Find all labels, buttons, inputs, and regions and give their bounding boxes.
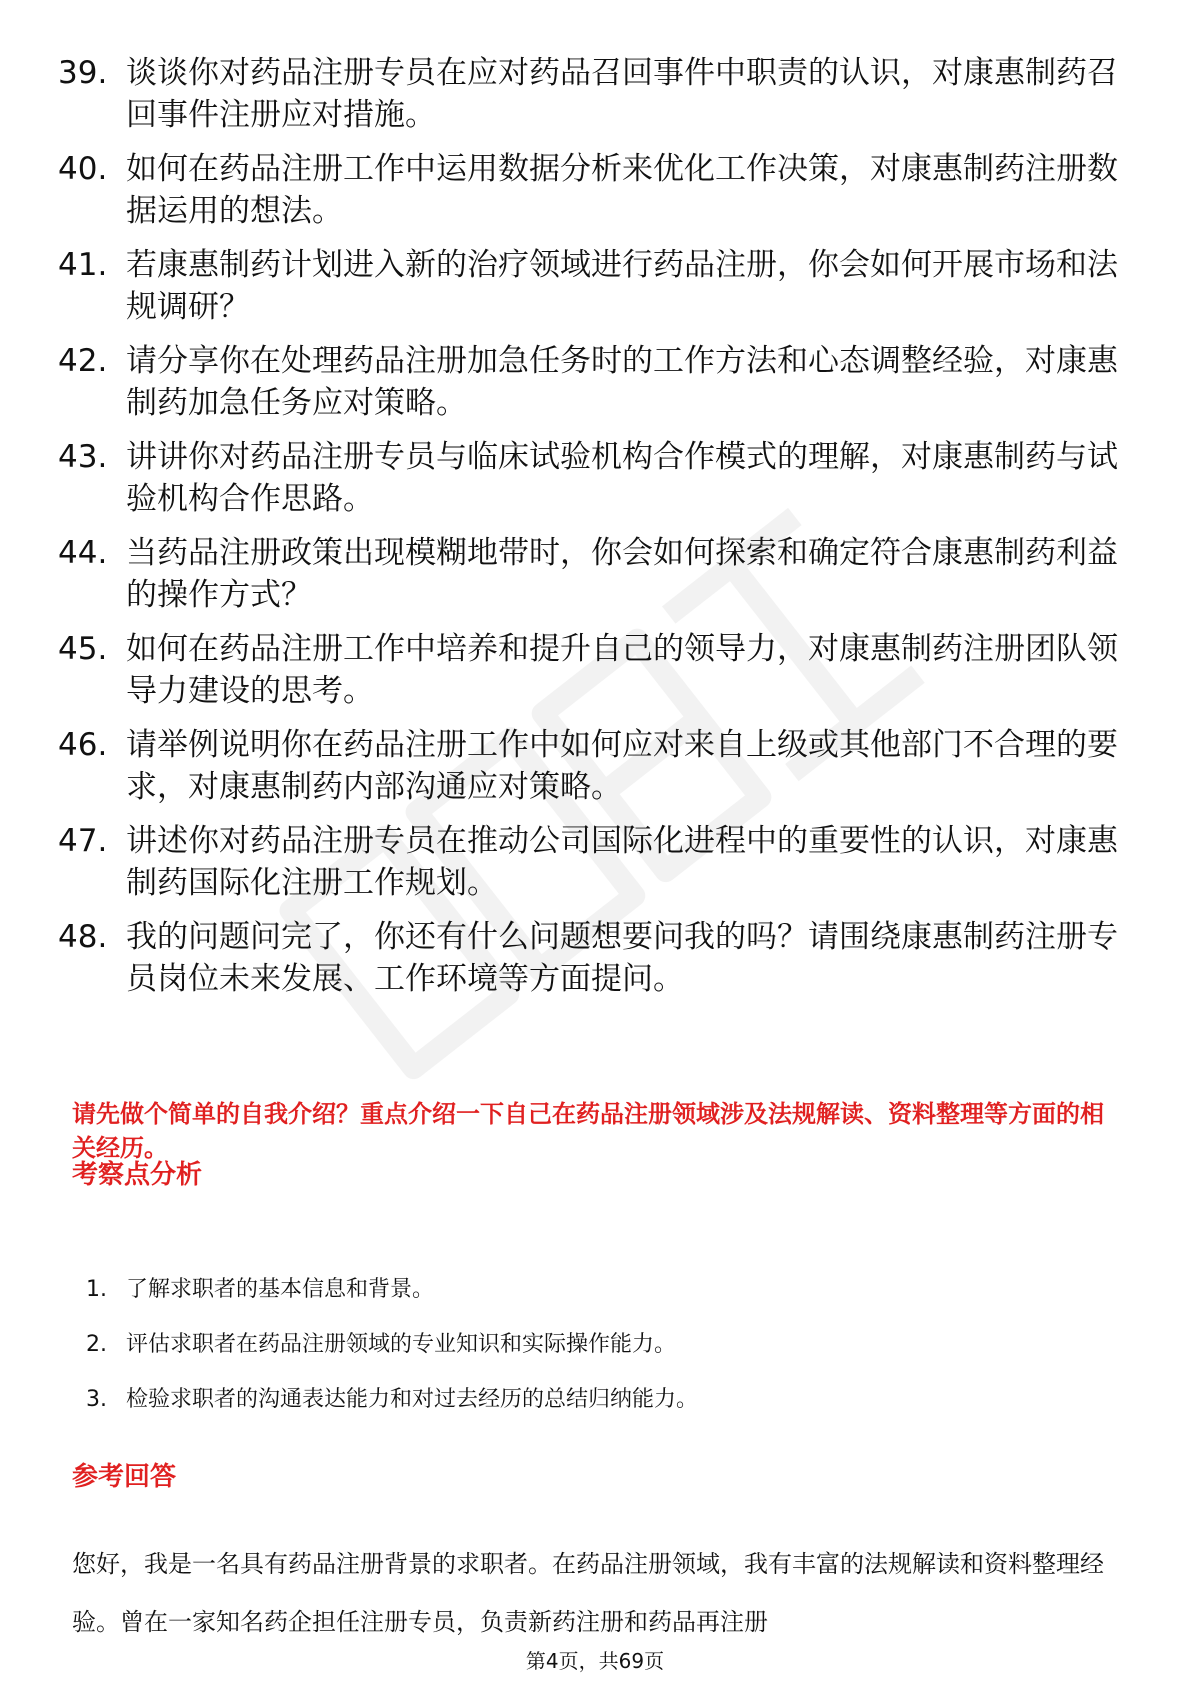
question-text: 如何在药品注册工作中培养和提升自己的领导力，对康惠制药注册团队领导力建设的思考。 bbox=[126, 631, 1118, 709]
point-number: 3. bbox=[86, 1387, 107, 1412]
list-item bbox=[58, 52, 1128, 136]
list-item bbox=[58, 436, 1128, 520]
question-number: 43. bbox=[58, 439, 108, 475]
question-text: 请分享你在处理药品注册加急任务时的工作方法和心态调整经验，对康惠制药加急任务应对策略。 bbox=[126, 343, 1118, 421]
question-text: 若康惠制药计划进入新的治疗领域进行药品注册，你会如何开展市场和法规调研？ bbox=[126, 247, 1118, 325]
list-item bbox=[58, 244, 1128, 328]
list-item bbox=[86, 1385, 1086, 1415]
point-text: 评估求职者在药品注册领域的专业知识和实际操作能力。 bbox=[126, 1332, 677, 1357]
list-item bbox=[86, 1275, 1086, 1305]
question-number: 46. bbox=[58, 727, 108, 763]
question-text: 如何在药品注册工作中运用数据分析来优化工作决策，对康惠制药注册数据运用的想法。 bbox=[126, 151, 1118, 229]
question-text: 讲述你对药品注册专员在推动公司国际化进程中的重要性的认识，对康惠制药国际化注册工作规划。 bbox=[126, 823, 1118, 901]
list-item bbox=[58, 628, 1128, 712]
list-item bbox=[58, 820, 1128, 904]
question-number: 39. bbox=[58, 55, 108, 91]
point-text: 检验求职者的沟通表达能力和对过去经历的总结归纳能力。 bbox=[126, 1387, 699, 1412]
question-number: 41. bbox=[58, 247, 108, 283]
analysis-heading: 考察点分析 bbox=[72, 1160, 203, 1190]
list-item bbox=[86, 1330, 1086, 1360]
list-item bbox=[58, 532, 1128, 616]
page-number: 第4页，共69页 bbox=[525, 1649, 665, 1673]
question-list bbox=[58, 52, 1128, 1012]
question-text: 当药品注册政策出现模糊地带时，你会如何探索和确定符合康惠制药利益的操作方式？ bbox=[126, 535, 1118, 613]
question-number: 42. bbox=[58, 343, 108, 379]
question-number: 44. bbox=[58, 535, 108, 571]
reference-heading: 参考回答 bbox=[72, 1462, 177, 1492]
list-item bbox=[58, 724, 1128, 808]
question-text: 讲讲你对药品注册专员与临床试验机构合作模式的理解，对康惠制药与试验机构合作思路。 bbox=[126, 439, 1118, 517]
question-text: 请举例说明你在药品注册工作中如何应对来自上级或其他部门不合理的要求，对康惠制药内部沟通应对策略。 bbox=[126, 727, 1118, 805]
point-text: 了解求职者的基本信息和背景。 bbox=[126, 1277, 435, 1302]
question-text: 谈谈你对药品注册专员在应对药品召回事件中职责的认识，对康惠制药召回事件注册应对措施。 bbox=[126, 55, 1118, 133]
question-number: 48. bbox=[58, 919, 108, 955]
point-number: 1. bbox=[86, 1277, 107, 1302]
question-number: 40. bbox=[58, 151, 108, 187]
featured-question: 请先做个简单的自我介绍？重点介绍一下自己在药品注册领域涉及法规解读、资料整理等方面的相关经历。 bbox=[72, 1100, 1104, 1162]
list-item bbox=[58, 148, 1128, 232]
question-number: 47. bbox=[58, 823, 108, 859]
list-item bbox=[58, 340, 1128, 424]
point-number: 2. bbox=[86, 1332, 107, 1357]
reference-answer: 您好，我是一名具有药品注册背景的求职者。在药品注册领域，我有丰富的法规解读和资料整理经验。曾在一家知名药企担任注册专员，负责新药注册和药品再注册 bbox=[72, 1550, 1104, 1636]
list-item bbox=[58, 916, 1128, 1000]
question-number: 45. bbox=[58, 631, 108, 667]
question-text: 我的问题问完了，你还有什么问题想要问我的吗？请围绕康惠制药注册专员岗位未来发展、工作环境等方面提问。 bbox=[126, 919, 1118, 997]
analysis-list bbox=[86, 1275, 1086, 1440]
